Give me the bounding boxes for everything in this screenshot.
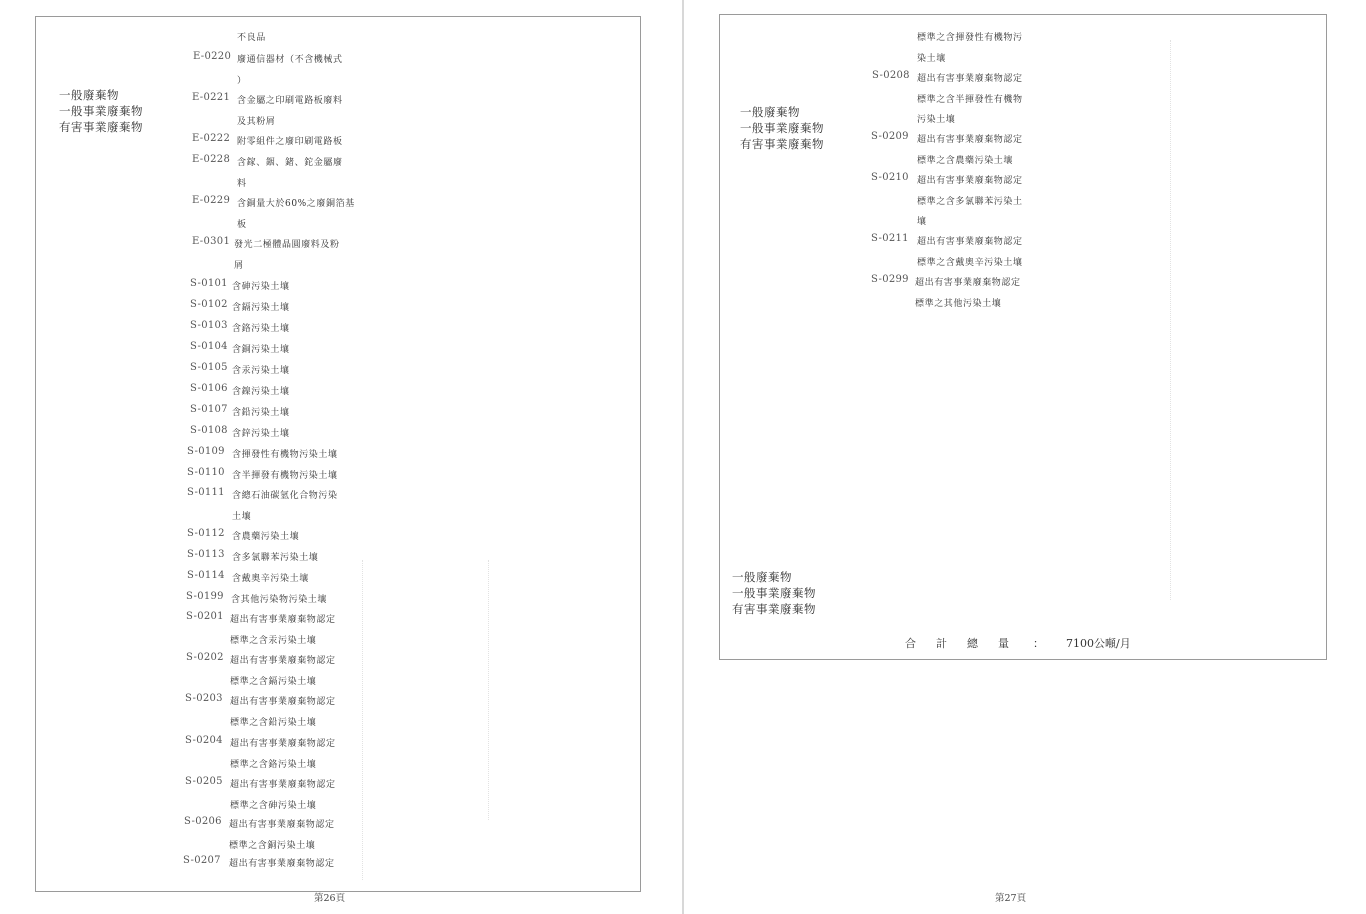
waste-code: S-0205 [185, 776, 223, 787]
waste-description-line: 含銅量大於60%之廢銅箔基 [237, 199, 355, 209]
waste-description-line: 超出有害事業廢棄物認定 [229, 859, 335, 869]
waste-description-line: 屑 [234, 260, 244, 271]
waste-description-line: 含鎳污染土壤 [232, 387, 290, 397]
waste-description-line: 超出有害事業廢棄物認定 [917, 237, 1023, 247]
waste-description-line: 超出有害事業廢棄物認定 [917, 74, 1023, 84]
waste-code: S-0105 [190, 362, 228, 373]
waste-description-line: 料 [237, 178, 247, 189]
waste-description-line: 含其他污染物污染土壤 [231, 595, 328, 605]
waste-code: S-0102 [190, 299, 228, 310]
waste-description-line: 廢通信器材（不含機械式 [237, 55, 343, 65]
waste-description-line: 標準之含汞污染土壤 [230, 635, 317, 646]
waste-description-line: 超出有害事業廢棄物認定 [230, 780, 336, 790]
waste-description-line: 超出有害事業廢棄物認定 [230, 656, 336, 666]
waste-description-line: 含鎵、銦、鍺、鉈金屬廢 [237, 158, 343, 168]
waste-description-line: 壤 [917, 217, 927, 227]
waste-code: S-0104 [190, 341, 228, 352]
waste-description-line: 染土壤 [917, 53, 946, 64]
waste-description-line: 標準之含半揮發性有機物 [917, 94, 1023, 105]
waste-description-line: 標準之含揮發性有機物污 [917, 33, 1023, 43]
waste-description-line: 含鉛污染土壤 [232, 408, 290, 418]
waste-description-line: 標準之含戴奧辛污染土壤 [917, 257, 1023, 268]
waste-description-line: 標準之含農藥污染土壤 [917, 155, 1014, 166]
waste-description-line: 污染土壤 [917, 115, 956, 125]
waste-description-line: 超出有害事業廢棄物認定 [917, 176, 1023, 186]
waste-description-line: 含金屬之印刷電路板廢料 [237, 96, 343, 106]
waste-code: S-0204 [185, 735, 223, 746]
page-frame [35, 16, 641, 892]
page-number: 第27頁 [995, 893, 1027, 904]
waste-code: S-0110 [187, 467, 225, 478]
waste-code: S-0109 [187, 446, 225, 457]
waste-code: S-0207 [183, 855, 221, 866]
waste-code: S-0114 [187, 570, 225, 581]
waste-code: S-0203 [185, 693, 223, 704]
waste-description-line: 超出有害事業廢棄物認定 [230, 697, 336, 707]
waste-description-line: 含鋅污染土壤 [232, 429, 290, 439]
waste-code: E-0222 [192, 133, 231, 144]
waste-code: E-0220 [193, 51, 232, 62]
waste-description-line: 標準之其他污染土壤 [915, 298, 1002, 309]
waste-code: S-0299 [871, 274, 909, 285]
waste-code: S-0107 [190, 404, 228, 415]
waste-description-line: 超出有害事業廢棄物認定 [230, 615, 336, 625]
waste-description-line: 含鉻污染土壤 [232, 324, 290, 334]
waste-description-line: 含農藥污染土壤 [232, 532, 300, 542]
waste-description-line: 板 [237, 219, 247, 230]
waste-description-line: 標準之含銅污染土壤 [229, 840, 316, 851]
waste-code: S-0209 [871, 131, 909, 142]
waste-code: S-0108 [190, 425, 228, 436]
faint-column-rule [362, 560, 363, 880]
waste-description-line: 含總石油碳氫化合物污染 [232, 491, 338, 501]
waste-description-line: 含多氯聯苯污染土壤 [232, 553, 319, 563]
waste-description-line: 發光二極體晶圓廢料及粉 [234, 240, 340, 250]
waste-code: S-0201 [186, 611, 224, 622]
waste-category-label: 一般廢棄物 一般事業廢棄物 有害事業廢棄物 [59, 88, 143, 134]
waste-description-line: 標準之含砷污染土壤 [230, 800, 317, 811]
waste-code: S-0101 [190, 278, 228, 289]
waste-code: S-0206 [184, 816, 222, 827]
waste-description-line: 含戴奧辛污染土壤 [232, 574, 309, 584]
waste-code: S-0112 [187, 528, 225, 539]
waste-description-line: 含銅污染土壤 [232, 345, 290, 355]
waste-code: S-0113 [187, 549, 225, 560]
waste-code: S-0208 [872, 70, 910, 81]
waste-code: S-0103 [190, 320, 228, 331]
waste-description-line: 含揮發性有機物污染土壤 [232, 450, 338, 460]
waste-description-line: ） [237, 75, 247, 86]
waste-code: E-0301 [192, 236, 231, 247]
waste-description-line: 標準之含鉛污染土壤 [230, 717, 317, 728]
waste-description-line: 超出有害事業廢棄物認定 [230, 739, 336, 749]
waste-code: E-0228 [192, 154, 231, 165]
waste-description-line: 土壤 [232, 511, 252, 522]
waste-description-line: 超出有害事業廢棄物認定 [229, 820, 335, 830]
waste-code: S-0211 [871, 233, 909, 244]
waste-code: E-0229 [192, 195, 231, 206]
faint-column-rule [1170, 40, 1171, 600]
waste-category-label: 一般廢棄物 一般事業廢棄物 有害事業廢棄物 [740, 105, 824, 151]
total-label: 合計總量 [905, 637, 1029, 650]
waste-description-line: 含砷污染土壤 [232, 282, 290, 292]
document-page-27 [684, 0, 1366, 914]
waste-code: E-0221 [192, 92, 231, 103]
page-number: 第26頁 [314, 893, 346, 904]
waste-description-line: 附零組件之廢印刷電路板 [237, 137, 343, 147]
waste-description-line: 不良品 [237, 33, 266, 43]
total-amount-row [905, 635, 1131, 651]
waste-category-label-bottom: 一般廢棄物 一般事業廢棄物 有害事業廢棄物 [732, 570, 816, 616]
waste-description-line: 標準之含鉻污染土壤 [230, 759, 317, 770]
waste-description-line: 標準之含鎘污染土壤 [230, 676, 317, 687]
waste-description-line: 超出有害事業廢棄物認定 [917, 135, 1023, 145]
total-value: 7100公噸/月 [1066, 637, 1131, 650]
waste-description-line: 超出有害事業廢棄物認定 [915, 278, 1021, 288]
waste-code: S-0210 [871, 172, 909, 183]
waste-description-line: 含半揮發有機物污染土壤 [232, 471, 338, 481]
waste-code: S-0111 [187, 487, 225, 498]
total-colon: ： [1033, 637, 1044, 650]
waste-code: S-0199 [186, 591, 224, 602]
waste-description-line: 含汞污染土壤 [232, 366, 290, 376]
waste-code: S-0202 [186, 652, 224, 663]
waste-code: S-0106 [190, 383, 228, 394]
waste-description-line: 及其粉屑 [237, 116, 276, 127]
waste-description-line: 標準之含多氯聯苯污染土 [917, 196, 1023, 207]
waste-description-line: 含鎘污染土壤 [232, 303, 290, 313]
faint-column-rule [488, 560, 489, 820]
